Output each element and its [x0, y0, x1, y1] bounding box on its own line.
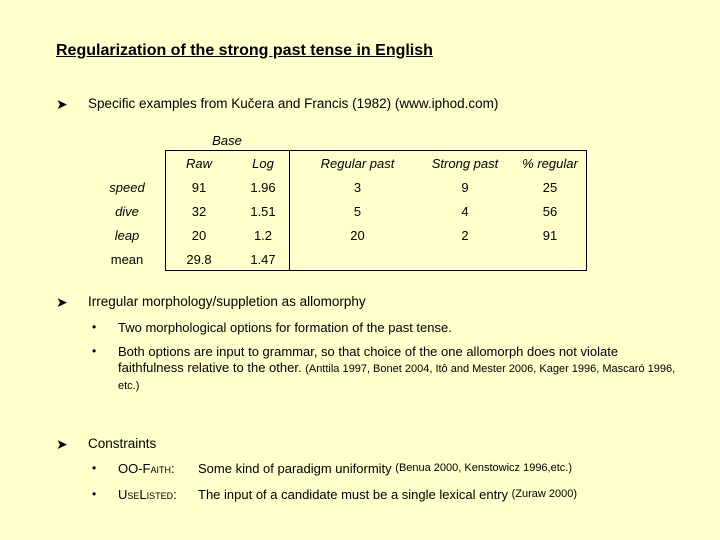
point-citation: (Anttila 1997, Bonet 2004, Itô and Mester 2006, Kager 1996, Mascaró 1996, etc.) — [118, 363, 676, 392]
allomorphy-point — [92, 320, 678, 336]
dot-bullet-icon: • — [92, 461, 97, 475]
table-line — [289, 270, 586, 271]
col-header-raw: Raw — [185, 156, 212, 171]
base-header: Base — [212, 133, 242, 148]
row-label: speed — [109, 180, 145, 195]
point-text-wrap — [118, 344, 678, 394]
cell-log: 1.51 — [250, 204, 276, 219]
cell-raw: 20 — [191, 228, 207, 243]
point-text: Two morphological options for formation of the past tense. — [118, 320, 452, 335]
bullet-text: Irregular morphology/suppletion as allomorphy — [88, 294, 366, 309]
constraint-desc: Some kind of paradigm uniformity — [198, 461, 392, 476]
cell-raw: 91 — [191, 180, 207, 195]
arrow-bullet-icon: ➤ — [56, 96, 68, 112]
constraint-item — [92, 487, 577, 502]
cell-raw: 29.8 — [186, 252, 212, 267]
col-header-strong: Strong past — [431, 156, 499, 171]
bullet-constraints — [56, 436, 156, 453]
cell-pct: 91 — [542, 228, 558, 243]
constraint-name: UseListed: — [118, 487, 177, 502]
arrow-bullet-icon: ➤ — [56, 436, 68, 452]
cell-log: 1.2 — [253, 228, 273, 243]
cell-pct: 56 — [542, 204, 558, 219]
dot-bullet-icon: • — [92, 344, 97, 358]
bullet-text: Constraints — [88, 436, 157, 451]
table-line — [165, 150, 166, 271]
bullet-text: Specific examples from Kučera and Francis (1982) (www.iphod.com) — [88, 96, 499, 111]
allomorphy-point — [92, 344, 678, 394]
row-label: dive — [115, 204, 139, 219]
cell-log: 1.96 — [250, 180, 276, 195]
arrow-bullet-icon: ➤ — [56, 294, 68, 310]
point-text: Both options are input to grammar, so that choice of the one allomorph does not violate faithfulness relative to the other. — [118, 344, 619, 375]
col-header-log: Log — [252, 156, 274, 171]
constraint-name: OO-Faith: — [118, 461, 175, 476]
cell-strong: 2 — [461, 228, 469, 243]
col-header-regular: Regular past — [320, 156, 395, 171]
cell-regular: 3 — [353, 180, 362, 195]
dot-bullet-icon: • — [92, 320, 97, 334]
cell-strong: 9 — [461, 180, 469, 195]
cell-log: 1.47 — [250, 252, 276, 267]
cell-regular: 20 — [350, 228, 365, 243]
cell-regular: 5 — [353, 204, 362, 219]
dot-bullet-icon: • — [92, 487, 97, 501]
table-line — [165, 270, 289, 271]
constraint-citation: (Zuraw 2000) — [511, 488, 578, 500]
row-label: mean — [110, 252, 144, 267]
table-line — [165, 150, 587, 151]
col-header-pct: % regular — [522, 156, 578, 171]
bullet-examples — [56, 96, 498, 113]
row-label: leap — [114, 228, 140, 243]
cell-pct: 25 — [542, 180, 558, 195]
constraint-item — [92, 461, 572, 476]
constraint-desc: The input of a candidate must be a single lexical entry — [198, 487, 509, 502]
bullet-allomorphy — [56, 294, 366, 311]
cell-raw: 32 — [191, 204, 207, 219]
constraint-citation: (Benua 2000, Kenstowicz 1996,etc.) — [395, 462, 573, 474]
cell-strong: 4 — [461, 204, 469, 219]
slide-title: Regularization of the strong past tense in English — [56, 42, 433, 59]
